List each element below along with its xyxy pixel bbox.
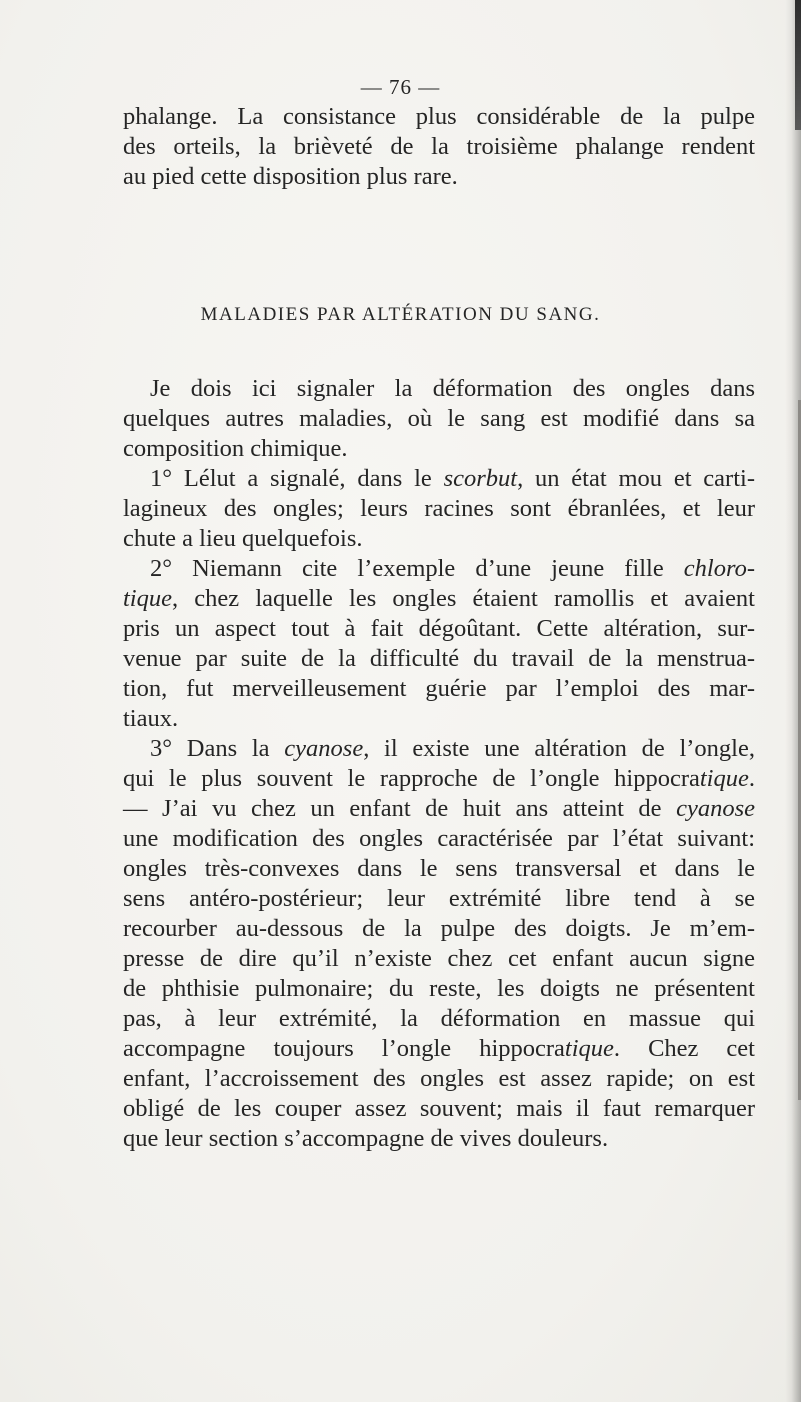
text-line: de phthisie pulmonaire; du reste, les doigts ne présentent bbox=[123, 975, 755, 1002]
text-line: tiaux. bbox=[123, 705, 179, 732]
text-line: presse de dire qu’il n’existe chez cet enfant aucun signe bbox=[123, 945, 755, 972]
text-line: que leur section s’accompagne de vives douleurs. bbox=[123, 1125, 609, 1152]
text-line: recourber au-dessous de la pulpe des doigts. Je m’em- bbox=[123, 915, 755, 942]
text-line: venue par suite de la difficulté du travail de la menstrua- bbox=[123, 645, 755, 672]
text-line: phalange. La consistance plus considérable de la pulpe bbox=[123, 103, 755, 130]
page-number-header: — 76 — bbox=[360, 75, 441, 99]
text-line: accompagne toujours l’ongle hippocratique. Chez cet bbox=[123, 1035, 755, 1062]
text-line: pas, à leur extrémité, la déformation en massue qui bbox=[123, 1005, 755, 1032]
text-line: une modification des ongles caractérisée par l’état suivant: bbox=[123, 825, 755, 852]
italic-term: tique bbox=[564, 1035, 614, 1062]
italic-term: scorbut bbox=[443, 465, 518, 492]
text-line: au pied cette disposition plus rare. bbox=[123, 163, 458, 190]
text-line: 1° Lélut a signalé, dans le scorbut, un état mou et carti- bbox=[150, 465, 755, 492]
text-line: ongles très-convexes dans le sens transversal et dans le bbox=[123, 855, 755, 882]
italic-term: tique bbox=[699, 765, 749, 792]
text-line: sens antéro-postérieur; leur extrémité libre tend à se bbox=[123, 885, 755, 912]
text-line: lagineux des ongles; leurs racines sont ébranlées, et leur bbox=[123, 495, 755, 522]
text-line: quelques autres maladies, où le sang est modifié dans sa bbox=[123, 405, 755, 432]
text-line: pris un aspect tout à fait dégoûtant. Cette altération, sur- bbox=[123, 615, 755, 642]
text-line: obligé de les couper assez souvent; mais il faut remarquer bbox=[123, 1095, 755, 1122]
text-line: — J’ai vu chez un enfant de huit ans atteint de cyanose bbox=[123, 795, 755, 822]
text-line: 3° Dans la cyanose, il existe une altération de l’ongle, bbox=[150, 735, 755, 762]
text-line: enfant, l’accroissement des ongles est assez rapide; on est bbox=[123, 1065, 755, 1092]
text-line: chute a lieu quelquefois. bbox=[123, 525, 363, 552]
text-line: tique, chez laquelle les ongles étaient ramollis et avaient bbox=[123, 585, 755, 612]
text-line: composition chimique. bbox=[123, 435, 348, 462]
section-title: MALADIES PAR ALTÉRATION DU SANG. bbox=[200, 304, 601, 325]
italic-term: cyanose bbox=[284, 735, 364, 762]
body-text bbox=[123, 374, 755, 1154]
intro-paragraph bbox=[123, 102, 755, 192]
text-line: 2° Niemann cite l’exemple d’une jeune fille chloro- bbox=[150, 555, 755, 582]
text-line: qui le plus souvent le rapproche de l’ongle hippocratique. bbox=[123, 765, 755, 792]
text-line: des orteils, la brièveté de la troisième phalange rendent bbox=[123, 133, 755, 160]
page-edge-binding bbox=[795, 0, 801, 130]
text-line: Je dois ici signaler la déformation des ongles dans bbox=[150, 375, 755, 402]
text-line: tion, fut merveilleusement guérie par l’emploi des mar- bbox=[123, 675, 755, 702]
italic-term: tique bbox=[123, 585, 172, 612]
italic-term: chloro- bbox=[683, 555, 755, 582]
italic-term: cyanose bbox=[676, 795, 755, 822]
